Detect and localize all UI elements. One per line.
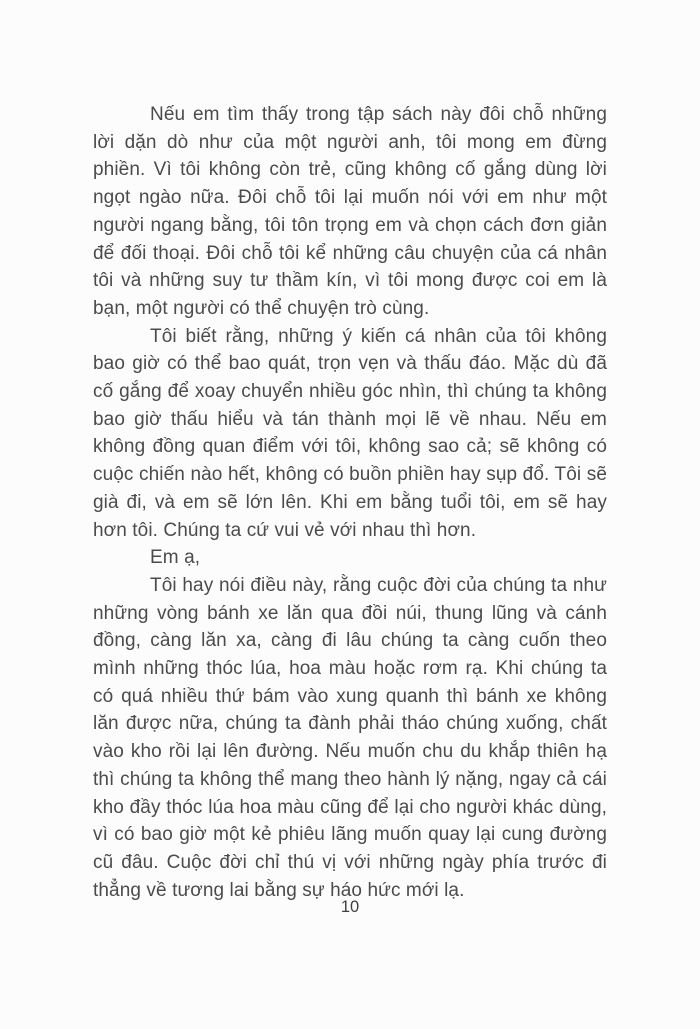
page-number: 10 [340,898,360,916]
paragraph: Tôi biết rằng, những ý kiến cá nhân của tôi không bao giờ có thể bao quát, trọn vẹn và thấu đáo. Mặc dù đã cố gắng để xoay chuyển nhiều góc nhìn, thì chúng ta không bao giờ thấu hiểu và tán thành mọi lẽ về nhau. Nếu em không đồng quan điểm với tôi, không sao cả; sẽ không có cuộc chiến nào hết, không có buồn phiền hay sụp đổ. Tôi sẽ già đi, và em sẽ lớn lên. Khi em bằng tuổi tôi, em sẽ hay hơn tôi. Chúng ta cứ vui vẻ với nhau thì hơn. [93,325,607,541]
page-text-block [93,101,607,904]
paragraph: Nếu em tìm thấy trong tập sách này đôi chỗ những lời dặn dò như của một người anh, tôi mong em đừng phiền. Vì tôi không còn trẻ, cũng không cố gắng dùng lời ngọt ngào nữa. Đôi chỗ tôi lại muốn nói với em như một người ngang bằng, tôi tôn trọng em và chọn cách đơn giản để đối thoại. Đôi chỗ tôi kể những câu chuyện của cá nhân tôi và những suy tư thầm kín, vì tôi mong được coi em là bạn, một người có thể chuyện trò cùng. [93,104,607,319]
paragraph: Tôi hay nói điều này, rằng cuộc đời của chúng ta như những vòng bánh xe lăn qua đồi núi, thung lũng và cánh đồng, càng lăn xa, càng đi lâu chúng ta càng cuốn theo mình những thóc lúa, hoa màu hoặc rơm rạ. Khi chúng ta có quá nhiều thứ bám vào xung quanh thì bánh xe không lăn được nữa, chúng ta đành phải tháo chúng xuống, chất vào kho rồi lại lên đường. Nếu muốn chu du khắp thiên hạ thì chúng ta không thể mang theo hành lý nặng, ngay cả cái kho đầy thóc lúa hoa màu cũng để lại cho người khác dùng, vì có bao giờ một kẻ phiêu lãng muốn quay lại cung đường cũ đâu. Cuộc đời chỉ thú vị với những ngày phía trước đi thẳng về tương lai bằng sự háo hức mới lạ. [93,574,607,901]
paragraph: Em ạ, [150,547,201,569]
